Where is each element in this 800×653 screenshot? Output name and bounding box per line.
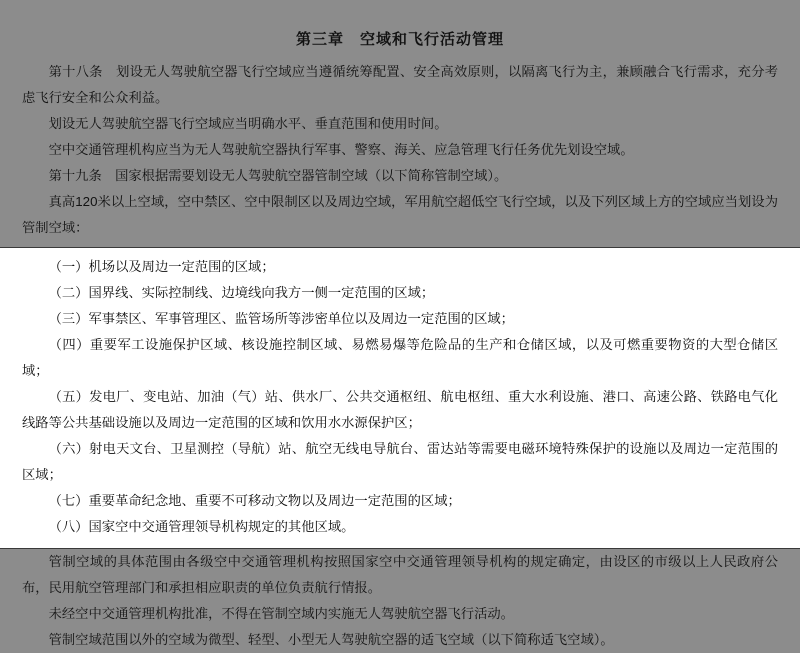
list-item: （三）军事禁区、军事管理区、监管场所等涉密单位以及周边一定范围的区域； xyxy=(48,311,514,326)
list-item: （八）国家空中交通管理领导机构规定的其他区域。 xyxy=(48,519,355,534)
paragraph-suitable-airspace: 管制空域范围以外的空域为微型、轻型、小型无人驾驶航空器的适飞空域（以下简称适飞空域）。 xyxy=(48,632,614,647)
paragraph-controlled-airspace-intro: 真高120米以上空域，空中禁区、空中限制区以及周边空域，军用航空超低空飞行空域，以及下列区域上方的空域应当划设为管制空域： xyxy=(22,194,778,235)
list-item: （二）国界线、实际控制线、边境线向我方一侧一定范围的区域； xyxy=(48,285,435,300)
paragraph-article-19: 第十九条 国家根据需要划设无人驾驶航空器管制空域（以下简称管制空域）。 xyxy=(48,168,508,183)
chapter-title: 第三章 空域和飞行活动管理 xyxy=(295,31,504,48)
paragraph-scope-definition: 管制空域的具体范围由各级空中交通管理机构按照国家空中交通管理领导机构的规定确定，由设区的市级以上人民政府公布，民用航空管理部门和承担相应职责的单位负责航行情报。 xyxy=(22,554,778,595)
paragraph-airspace-scope: 划设无人驾驶航空器飞行空域应当明确水平、垂直范围和使用时间。 xyxy=(48,116,448,131)
list-item: （五）发电厂、变电站、加油（气）站、供水厂、公共交通枢纽、航电枢纽、重大水利设施、港口、高速公路、铁路电气化线路等公共基础设施以及周边一定范围的区域和饮用水水源保护区； xyxy=(22,389,778,430)
list-item: （四）重要军工设施保护区域、核设施控制区域、易燃易爆等危险品的生产和仓储区域，以及可燃重要物资的大型仓储区域； xyxy=(22,337,778,378)
paragraph-approval-required: 未经空中交通管理机构批准，不得在管制空域内实施无人驾驶航空器飞行活动。 xyxy=(48,606,514,621)
list-item: （七）重要革命纪念地、重要不可移动文物以及周边一定范围的区域； xyxy=(48,493,461,508)
paragraph-priority-airspace: 空中交通管理机构应当为无人驾驶航空器执行军事、警察、海关、应急管理飞行任务优先划设空域。 xyxy=(48,142,634,157)
paragraph-article-18: 第十八条 划设无人驾驶航空器飞行空域应当遵循统筹配置、安全高效原则，以隔离飞行为主，兼顾融合飞行需求，充分考虑飞行安全和公众利益。 xyxy=(22,64,778,105)
document-body xyxy=(0,59,800,653)
highlighted-region xyxy=(0,247,800,549)
list-item: （一）机场以及周边一定范围的区域； xyxy=(48,259,275,274)
list-item: （六）射电天文台、卫星测控（导航）站、航空无线电导航台、雷达站等需要电磁环境特殊保护的设施以及周边一定范围的区域； xyxy=(22,441,778,482)
